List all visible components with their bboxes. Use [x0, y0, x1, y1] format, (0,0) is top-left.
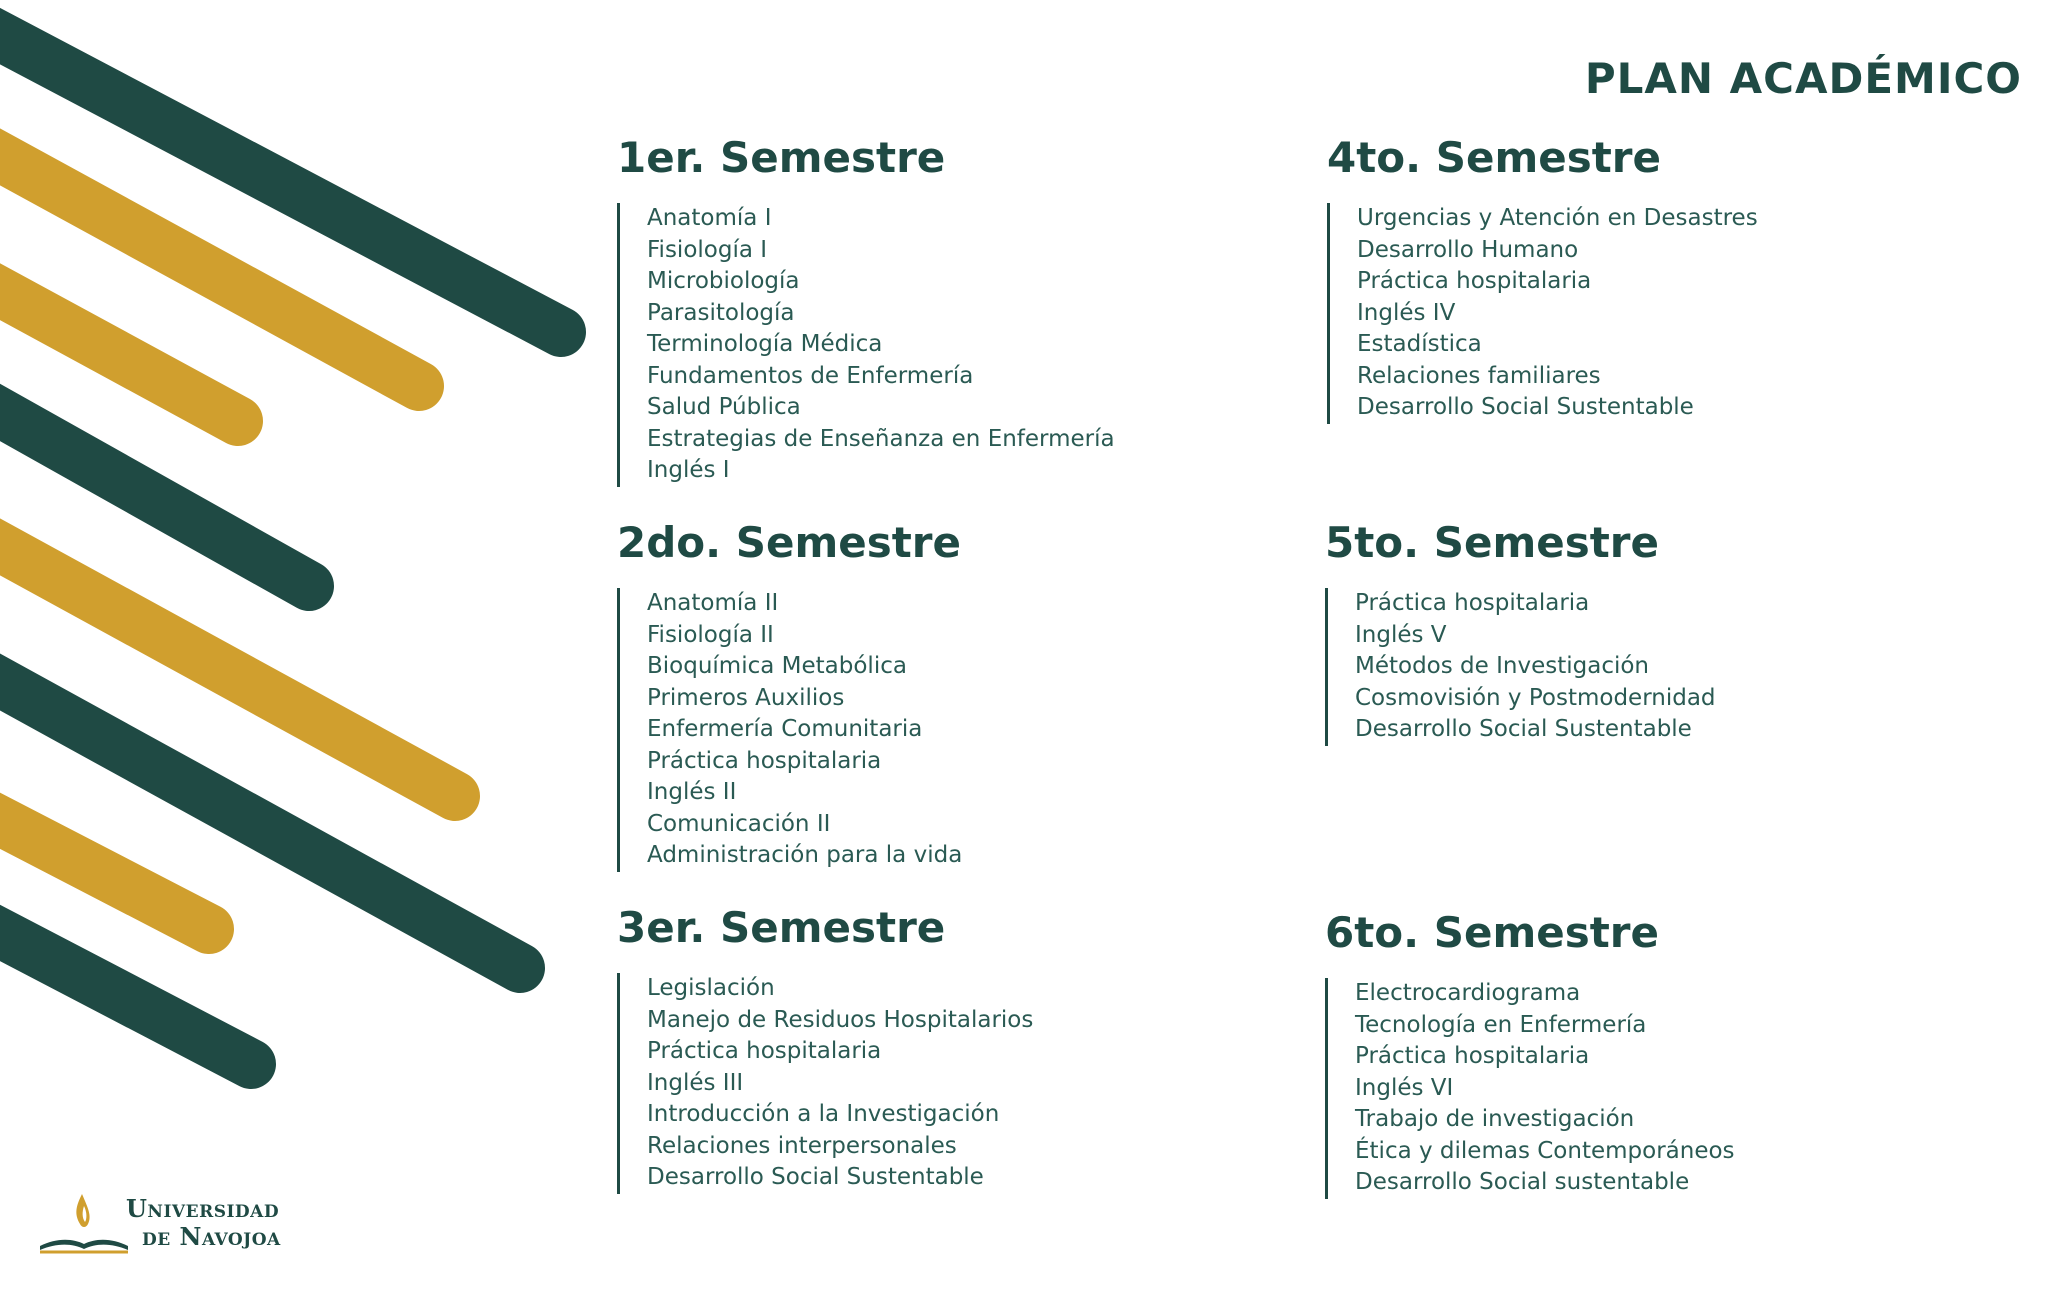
- course-item: Inglés I: [647, 457, 730, 484]
- course-item: Relaciones interpersonales: [647, 1132, 957, 1159]
- semester-6: [1325, 910, 1965, 1199]
- course-list: [1325, 978, 1965, 1199]
- course-item: Salud Pública: [647, 394, 801, 421]
- course-item: Administración para la vida: [647, 842, 963, 869]
- semester-title: 6to. Semestre: [1325, 908, 1659, 957]
- course-item: Fisiología II: [647, 621, 774, 648]
- semester-title: 1er. Semestre: [617, 133, 946, 182]
- course-list: [617, 203, 1257, 487]
- semester-5: [1325, 520, 1965, 746]
- stripe-gold-4: [0, 800, 209, 929]
- course-item: Práctica hospitalaria: [647, 747, 882, 774]
- course-item: Desarrollo Social sustentable: [1355, 1169, 1690, 1196]
- course-item: Terminología Médica: [647, 331, 883, 358]
- course-item: Cosmovisión y Postmodernidad: [1355, 684, 1716, 711]
- course-item: Trabajo de investigación: [1355, 1106, 1635, 1133]
- logo-line-1: Universidad: [126, 1194, 280, 1223]
- course-list: [1325, 588, 1965, 746]
- course-item: Inglés II: [647, 779, 737, 806]
- book-flame-icon: [36, 1190, 136, 1260]
- course-item: Urgencias y Atención en Desastres: [1357, 205, 1758, 232]
- course-item: Ética y dilemas Contemporáneos: [1355, 1137, 1735, 1164]
- course-item: Parasitología: [647, 299, 795, 326]
- course-item: Fisiología I: [647, 236, 768, 263]
- course-item: Enfermería Comunitaria: [647, 716, 923, 743]
- semester-title: 2do. Semestre: [617, 518, 961, 567]
- course-item: Comunicación II: [647, 810, 831, 837]
- course-item: Desarrollo Social Sustentable: [1355, 716, 1692, 743]
- university-logo: [36, 1190, 336, 1270]
- logo-line-2: de Navojoa: [142, 1222, 281, 1251]
- course-item: Anatomía I: [647, 205, 772, 232]
- course-item: Manejo de Residuos Hospitalarios: [647, 1006, 1034, 1033]
- semester-1: [617, 135, 1257, 487]
- semester-title: 5to. Semestre: [1325, 518, 1659, 567]
- semester-2: [617, 520, 1257, 872]
- course-item: Legislación: [647, 975, 775, 1002]
- course-item: Inglés III: [647, 1069, 744, 1096]
- course-list: [1327, 203, 1967, 424]
- course-item: Estadística: [1357, 331, 1482, 358]
- course-item: Microbiología: [647, 268, 800, 295]
- course-item: Práctica hospitalaria: [647, 1038, 882, 1065]
- semester-title: 4to. Semestre: [1327, 133, 1661, 182]
- decorative-stripes: [0, 0, 600, 1100]
- course-item: Desarrollo Social Sustentable: [1357, 394, 1694, 421]
- semester-4: [1327, 135, 1967, 424]
- semester-3: [617, 905, 1257, 1194]
- course-item: Electrocardiograma: [1355, 980, 1581, 1007]
- course-item: Introducción a la Investigación: [647, 1101, 1000, 1128]
- course-item: Relaciones familiares: [1357, 362, 1601, 389]
- course-item: Estrategias de Enseñanza en Enfermería: [647, 425, 1115, 452]
- page-title: PLAN ACADÉMICO: [1584, 54, 2022, 103]
- semester-title: 3er. Semestre: [617, 903, 946, 952]
- course-item: Tecnología en Enfermería: [1355, 1011, 1647, 1038]
- course-item: Desarrollo Humano: [1357, 236, 1579, 263]
- course-item: Fundamentos de Enfermería: [647, 362, 974, 389]
- course-list: [617, 588, 1257, 872]
- course-list: [617, 973, 1257, 1194]
- course-item: Inglés V: [1355, 621, 1447, 648]
- course-item: Práctica hospitalaria: [1355, 590, 1590, 617]
- course-item: Inglés IV: [1357, 299, 1456, 326]
- course-item: Práctica hospitalaria: [1355, 1043, 1590, 1070]
- course-item: Anatomía II: [647, 590, 779, 617]
- course-item: Inglés VI: [1355, 1074, 1454, 1101]
- course-item: Métodos de Investigación: [1355, 653, 1650, 680]
- course-item: Práctica hospitalaria: [1357, 268, 1592, 295]
- course-item: Desarrollo Social Sustentable: [647, 1164, 984, 1191]
- course-item: Bioquímica Metabólica: [647, 653, 907, 680]
- course-item: Primeros Auxilios: [647, 684, 845, 711]
